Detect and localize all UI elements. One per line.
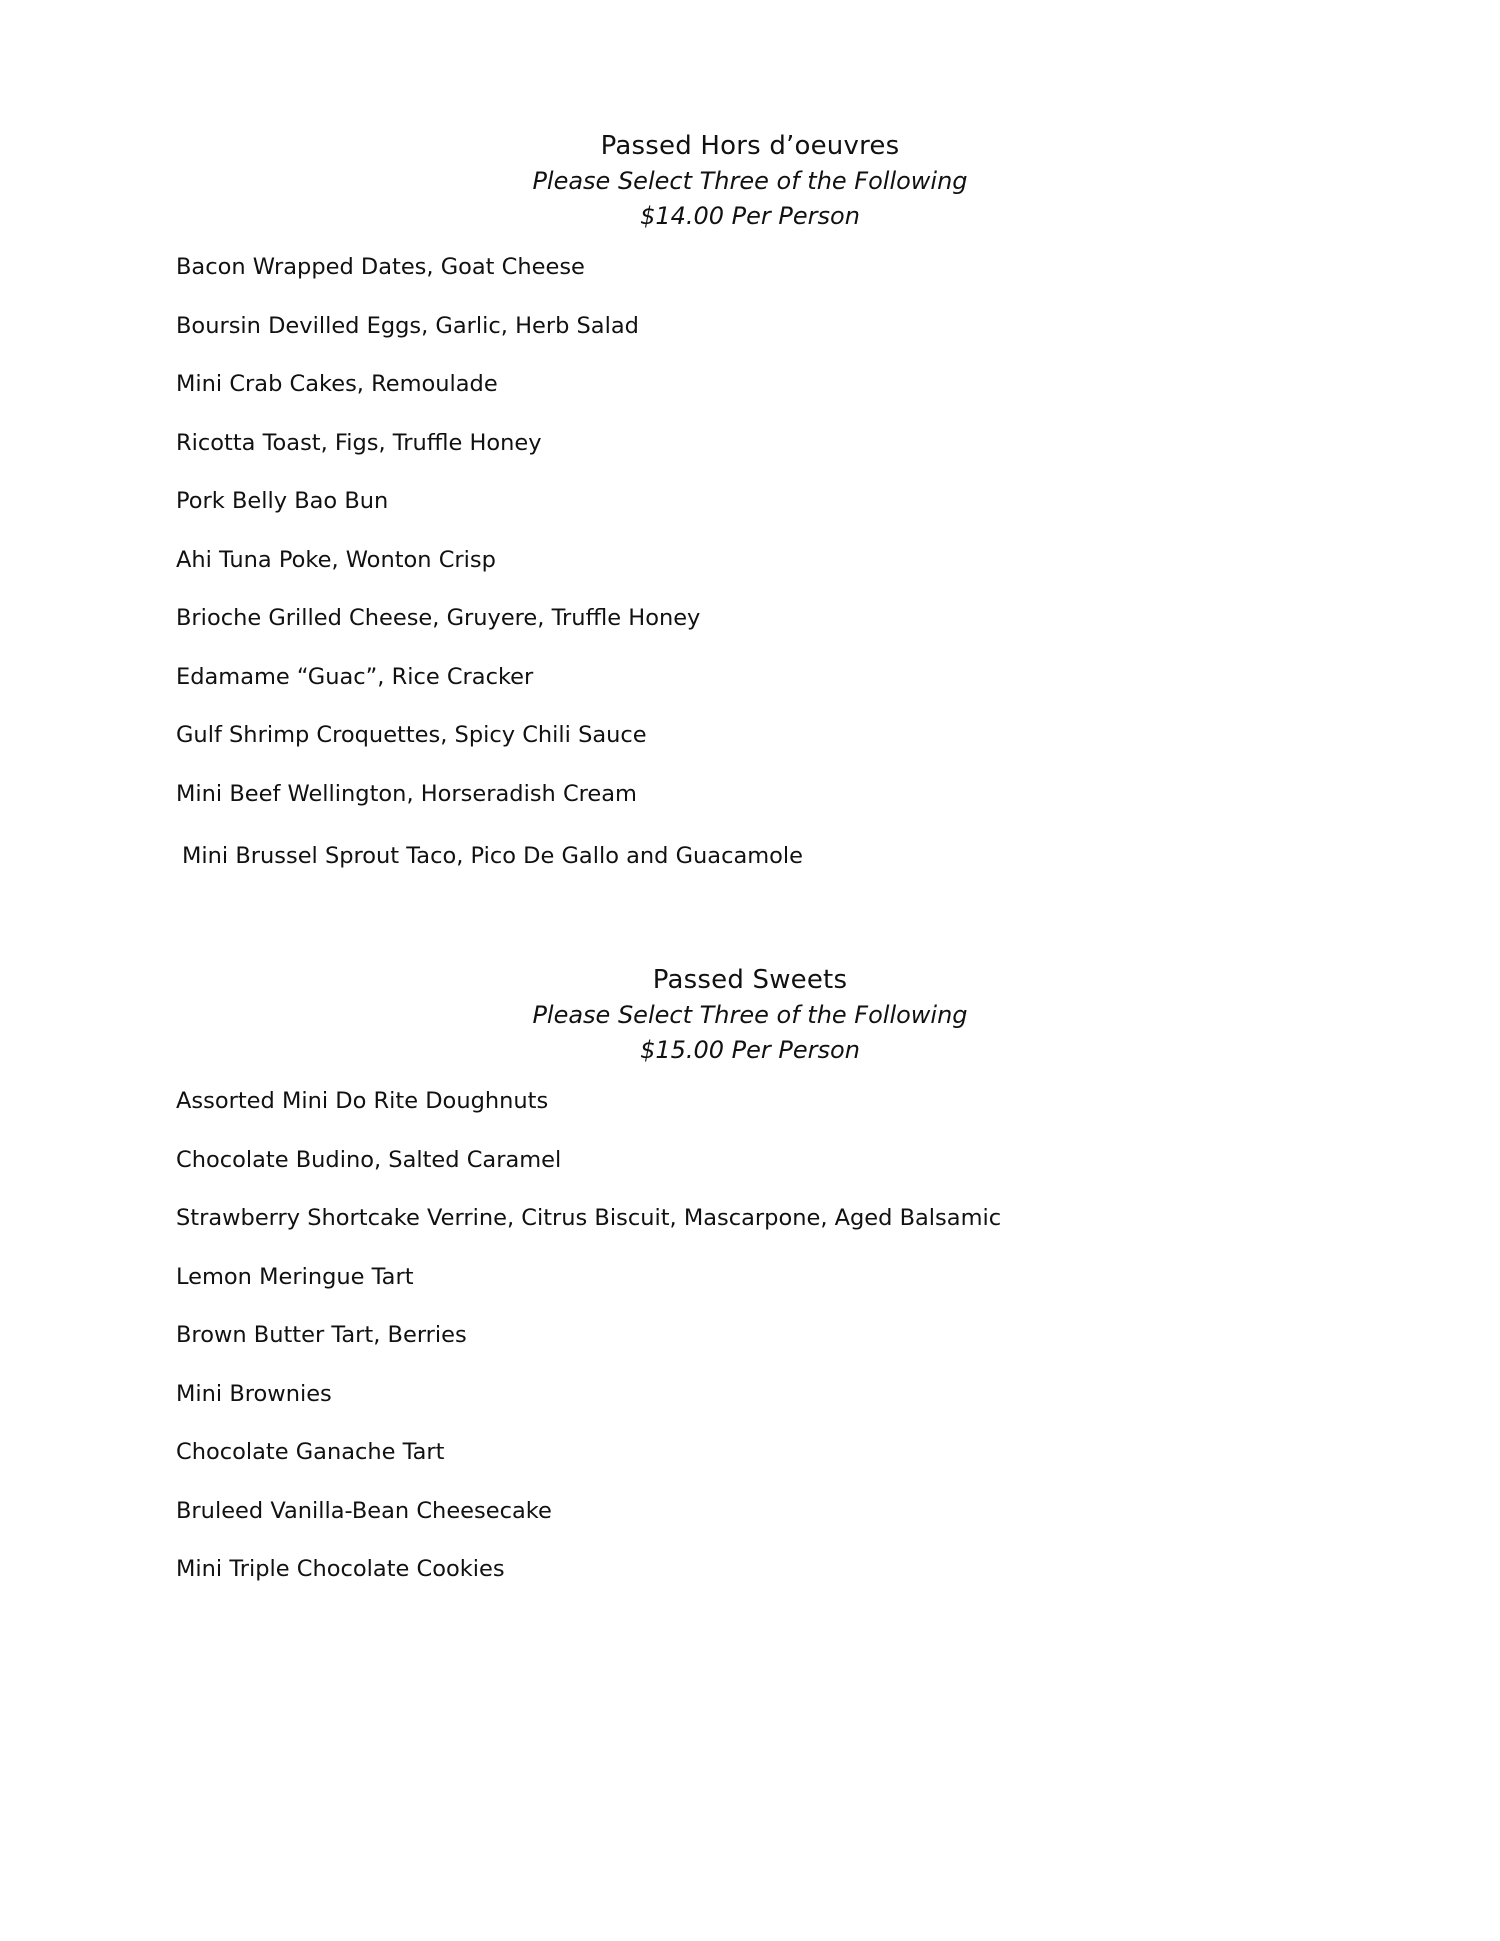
menu-item: Pork Belly Bao Bun [176, 488, 389, 514]
menu-item: Mini Triple Chocolate Cookies [176, 1556, 505, 1582]
section-subtitle: Please Select Three of the Following [532, 167, 968, 195]
sweets-section [0, 962, 1500, 1582]
menu-item: Strawberry Shortcake Verrine, Citrus Biscuit, Mascarpone, Aged Balsamic [176, 1205, 1002, 1231]
menu-item: Assorted Mini Do Rite Doughnuts [176, 1088, 549, 1114]
menu-item: Mini Beef Wellington, Horseradish Cream [176, 780, 637, 807]
section-price: $14.00 Per Person [640, 202, 860, 230]
menu-item: Ricotta Toast, Figs, Truffle Honey [176, 429, 542, 456]
menu-item: Mini Brussel Sprout Taco, Pico De Gallo and Guacamole [182, 843, 804, 869]
section-title: Passed Sweets [652, 965, 848, 995]
menu-item: Boursin Devilled Eggs, Garlic, Herb Salad [176, 312, 639, 339]
hors-doeuvres-list [176, 252, 803, 900]
menu-item: Lemon Meringue Tart [176, 1263, 414, 1290]
menu-item: Chocolate Budino, Salted Caramel [176, 1146, 562, 1173]
menu-item: Brioche Grilled Cheese, Gruyere, Truffle Honey [176, 605, 701, 631]
section-title: Passed Hors d’oeuvres [600, 131, 900, 161]
menu-item: Mini Brownies [176, 1380, 332, 1407]
hors-doeuvres-header [0, 128, 1500, 234]
menu-item: Brown Butter Tart, Berries [176, 1322, 467, 1348]
menu-item: Gulf Shrimp Croquettes, Spicy Chili Sauce [176, 722, 647, 748]
menu-item: Mini Crab Cakes, Remoulade [176, 371, 498, 397]
section-price: $15.00 Per Person [640, 1036, 860, 1064]
menu-item: Bruleed Vanilla-Bean Cheesecake [176, 1497, 552, 1524]
sweets-header [0, 962, 1500, 1068]
menu-item: Bacon Wrapped Dates, Goat Cheese [176, 254, 585, 280]
hors-doeuvres-section [0, 128, 1500, 869]
sweets-list [176, 1086, 1001, 1613]
menu-item: Chocolate Ganache Tart [176, 1439, 445, 1465]
menu-item: Ahi Tuna Poke, Wonton Crisp [176, 546, 496, 573]
menu-item: Edamame “Guac”, Rice Cracker [176, 663, 534, 690]
section-subtitle: Please Select Three of the Following [532, 1001, 968, 1029]
